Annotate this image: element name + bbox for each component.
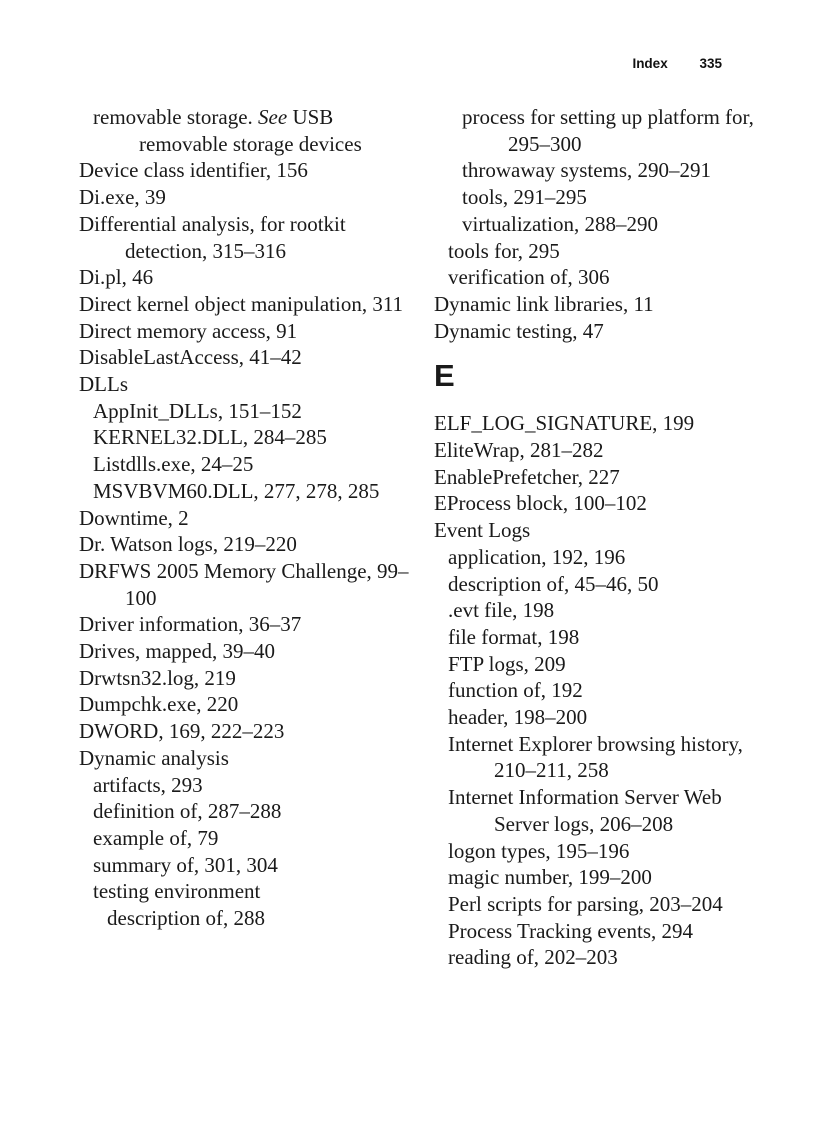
running-head-title: Index bbox=[632, 56, 668, 71]
index-entry: Di.exe, 39 bbox=[79, 185, 166, 210]
see-reference: See bbox=[258, 105, 288, 129]
index-subentry: virtualization, 288–290 bbox=[462, 211, 658, 236]
index-entry: Dr. Watson logs, 219–220 bbox=[79, 532, 297, 557]
index-entry: Device class identifier, 156 bbox=[79, 158, 308, 183]
index-subentry: application, 192, 196 bbox=[448, 544, 626, 569]
index-entry: DisableLastAccess, 41–42 bbox=[79, 345, 302, 370]
index-entry: Di.pl, 46 bbox=[79, 265, 154, 290]
index-entry: EProcess block, 100–102 bbox=[434, 491, 647, 516]
index-subentry: Listdlls.exe, 24–25 bbox=[93, 452, 254, 477]
index-entry: DWORD, 169, 222–223 bbox=[79, 719, 285, 744]
index-entry: Event Logs bbox=[434, 518, 531, 543]
index-subentry: tools for, 295 bbox=[448, 238, 560, 263]
index-subentry: summary of, 301, 304 bbox=[93, 852, 278, 877]
index-subentry: header, 198–200 bbox=[448, 705, 588, 730]
index-entry: Drwtsn32.log, 219 bbox=[79, 665, 236, 690]
index-entry: Differential analysis, for rootkit detection, 315–316 bbox=[79, 211, 346, 263]
index-subentry: tools, 291–295 bbox=[462, 185, 587, 210]
index-entry: Dynamic link libraries, 11 bbox=[434, 291, 654, 316]
index-subentry: .evt file, 198 bbox=[448, 598, 555, 623]
index-entry: Direct memory access, 91 bbox=[79, 318, 298, 343]
index-subentry: description of, 45–46, 50 bbox=[448, 571, 659, 596]
index-subentry: reading of, 202–203 bbox=[448, 945, 618, 970]
index-entry: EliteWrap, 281–282 bbox=[434, 438, 604, 463]
index-column-left bbox=[79, 104, 411, 932]
entry-text: USB removable storage devices bbox=[139, 105, 362, 156]
index-subentry: logon types, 195–196 bbox=[448, 838, 630, 863]
index-entry: DLLs bbox=[79, 372, 128, 397]
index-entry: Dynamic testing, 47 bbox=[434, 318, 604, 343]
index-letter-heading: E bbox=[434, 358, 455, 394]
index-entry: Downtime, 2 bbox=[79, 505, 189, 530]
index-entry: Direct kernel object manipulation, 311 bbox=[79, 291, 404, 316]
index-subentry: artifacts, 293 bbox=[93, 772, 203, 797]
index-subentry: file format, 198 bbox=[448, 624, 580, 649]
index-entry: DRFWS 2005 Memory Challenge, 99–100 bbox=[79, 558, 409, 610]
index-subentry: function of, 192 bbox=[448, 678, 583, 703]
index-entry: Driver information, 36–37 bbox=[79, 612, 302, 637]
index-subentry: process for setting up platform for, 295–300 bbox=[462, 105, 754, 156]
index-subentry: Perl scripts for parsing, 203–204 bbox=[448, 891, 723, 916]
index-subentry: Internet Explorer browsing history, 210–211, 258 bbox=[448, 731, 743, 783]
index-subentry: Internet Information Server Web Server logs, 206–208 bbox=[448, 785, 722, 836]
index-subentry: Process Tracking events, 294 bbox=[448, 918, 693, 943]
index-subentry: MSVBVM60.DLL, 277, 278, 285 bbox=[93, 478, 380, 503]
index-subentry: testing environment bbox=[93, 879, 261, 904]
index-subentry: AppInit_DLLs, 151–152 bbox=[93, 398, 302, 423]
index-column-right bbox=[434, 104, 774, 971]
index-subentry: throwaway systems, 290–291 bbox=[462, 158, 712, 183]
entry-text: removable storage. bbox=[93, 105, 259, 129]
index-subentry: description of, 288 bbox=[107, 906, 266, 931]
index-subentry: example of, 79 bbox=[93, 825, 219, 850]
index-entry: EnablePrefetcher, 227 bbox=[434, 464, 620, 489]
index-subentry: verification of, 306 bbox=[448, 265, 610, 290]
index-subentry: definition of, 287–288 bbox=[93, 799, 282, 824]
page-number: 335 bbox=[699, 56, 722, 71]
index-entry: ELF_LOG_SIGNATURE, 199 bbox=[434, 411, 695, 436]
index-entry: Drives, mapped, 39–40 bbox=[79, 639, 275, 664]
index-subentry bbox=[79, 104, 411, 157]
index-subentry: magic number, 199–200 bbox=[448, 865, 652, 890]
index-subentry: KERNEL32.DLL, 284–285 bbox=[93, 425, 327, 450]
index-subentry: FTP logs, 209 bbox=[448, 651, 566, 676]
running-head bbox=[632, 56, 722, 71]
index-entry: Dumpchk.exe, 220 bbox=[79, 692, 239, 717]
index-entry: Dynamic analysis bbox=[79, 745, 229, 770]
